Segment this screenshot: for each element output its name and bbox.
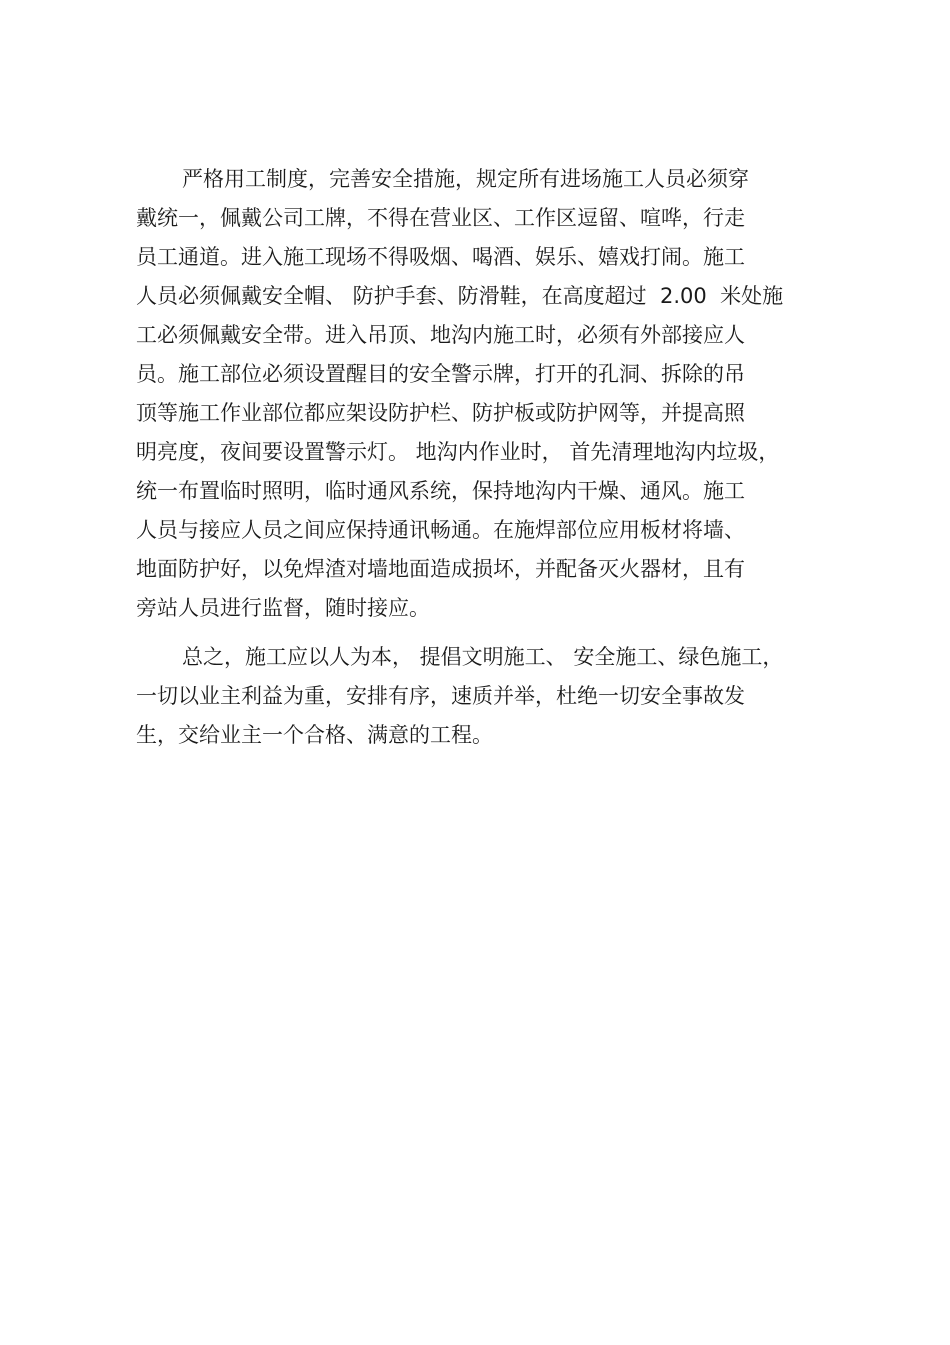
paragraph-line: 生，交给业主一个合格、满意的工程。: [136, 723, 493, 747]
paragraph-line: 地面防护好，以免焊渣对墙地面造成损坏，并配备灭火器材，且有: [136, 557, 745, 581]
paragraph-line: 旁站人员进行监督，随时接应。: [136, 596, 430, 620]
document-body: [136, 160, 856, 755]
paragraph-line: 统一布置临时照明，临时通风系统，保持地沟内干燥、通风。施工: [136, 479, 745, 503]
paragraph-line: 员工通道。进入施工现场不得吸烟、喝酒、娱乐、嬉戏打闹。施工: [136, 245, 745, 269]
paragraph-line: 明亮度，夜间要设置警示灯。 地沟内作业时， 首先清理地沟内垃圾，: [136, 440, 780, 464]
paragraph-line: 总之，施工应以人为本， 提倡文明施工、 安全施工、绿色施工，: [182, 645, 784, 669]
paragraph-safety-rules: [136, 160, 856, 628]
paragraph-line: 戴统一，佩戴公司工牌，不得在营业区、工作区逗留、喧哗，行走: [136, 206, 745, 230]
paragraph-summary: [136, 638, 856, 755]
paragraph-line: 工必须佩戴安全带。进入吊顶、地沟内施工时，必须有外部接应人: [136, 323, 745, 347]
paragraph-line: 严格用工制度，完善安全措施，规定所有进场施工人员必须穿: [182, 167, 749, 191]
paragraph-line: 顶等施工作业部位都应架设防护栏、防护板或防护网等，并提高照: [136, 401, 745, 425]
paragraph-line: 一切以业主利益为重，安排有序，速质并举，杜绝一切安全事故发: [136, 684, 745, 708]
paragraph-line: 人员必须佩戴安全帽、 防护手套、防滑鞋，在高度超过 2.00 米处施: [136, 284, 784, 308]
paragraph-line: 员。施工部位必须设置醒目的安全警示牌，打开的孔洞、拆除的吊: [136, 362, 745, 386]
paragraph-line: 人员与接应人员之间应保持通讯畅通。在施焊部位应用板材将墙、: [136, 518, 745, 542]
paragraph-gap: [136, 628, 856, 638]
